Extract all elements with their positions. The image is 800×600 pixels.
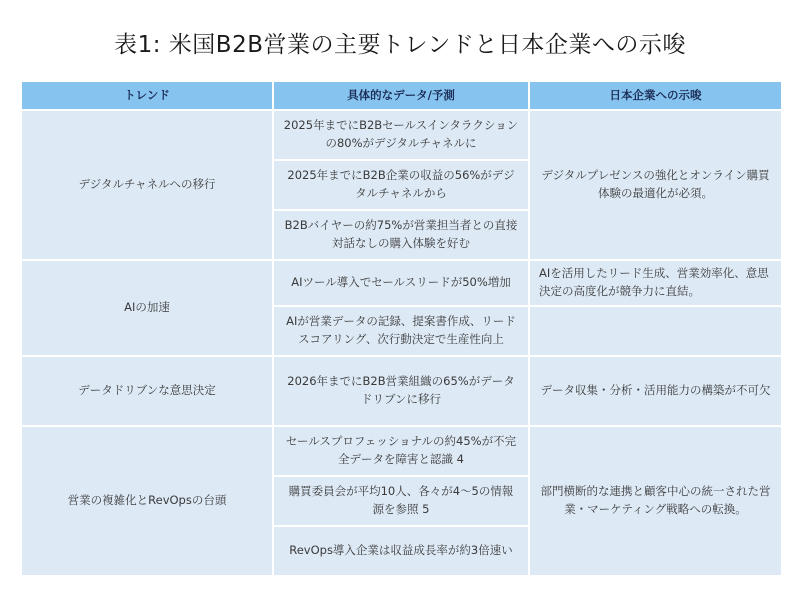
trend-cell: データドリブンな意思決定 [21, 356, 273, 426]
implication-cell: データ収集・分析・活用能力の構築が不可欠 [529, 356, 782, 426]
data-cell: AIツール導入でセールスリードが50%増加 [273, 260, 529, 306]
page-title: 表1: 米国B2B営業の主要トレンドと日本企業への示唆 [114, 32, 686, 58]
table-row [21, 110, 782, 160]
trend-cell: 営業の複雑化とRevOpsの台頭 [21, 426, 273, 576]
trend-cell: AIの加速 [21, 260, 273, 356]
table-row [21, 260, 782, 306]
data-cell: AIが営業データの記録、提案書作成、リードスコアリング、次行動決定で生産性向上 [273, 306, 529, 356]
implication-cell: AIを活用したリード生成、営業効率化、意思決定の高度化が競争力に直結。 [529, 260, 782, 306]
data-cell: 2025年までにB2B企業の収益の56%がデジタルチャネルから [273, 160, 529, 210]
column-header-trend: トレンド [21, 81, 273, 110]
implication-cell: デジタルプレゼンスの強化とオンライン購買体験の最適化が必須。 [529, 110, 782, 260]
column-header-implication: 日本企業への示唆 [529, 81, 782, 110]
table-row [21, 356, 782, 426]
trend-cell: デジタルチャネルへの移行 [21, 110, 273, 260]
header-row [21, 81, 782, 110]
trends-table [20, 80, 783, 577]
table-row [21, 426, 782, 476]
data-cell: 2025年までにB2Bセールスインタラクションの80%がデジタルチャネルに [273, 110, 529, 160]
implication-cell: 部門横断的な連携と顧客中心の統一された営業・マーケティング戦略への転換。 [529, 426, 782, 576]
data-cell: RevOps導入企業は収益成長率が約3倍速い [273, 526, 529, 576]
data-cell: セールスプロフェッショナルの約45%が不完全データを障害と認識 4 [273, 426, 529, 476]
column-header-data: 具体的なデータ/予測 [273, 81, 529, 110]
data-cell: 購買委員会が平均10人、各々が4～5の情報源を参照 5 [273, 476, 529, 526]
implication-cell-empty [529, 306, 782, 356]
data-cell: B2Bバイヤーの約75%が営業担当者との直接対話なしの購入体験を好む [273, 210, 529, 260]
data-cell: 2026年までにB2B営業組織の65%がデータドリブンに移行 [273, 356, 529, 426]
